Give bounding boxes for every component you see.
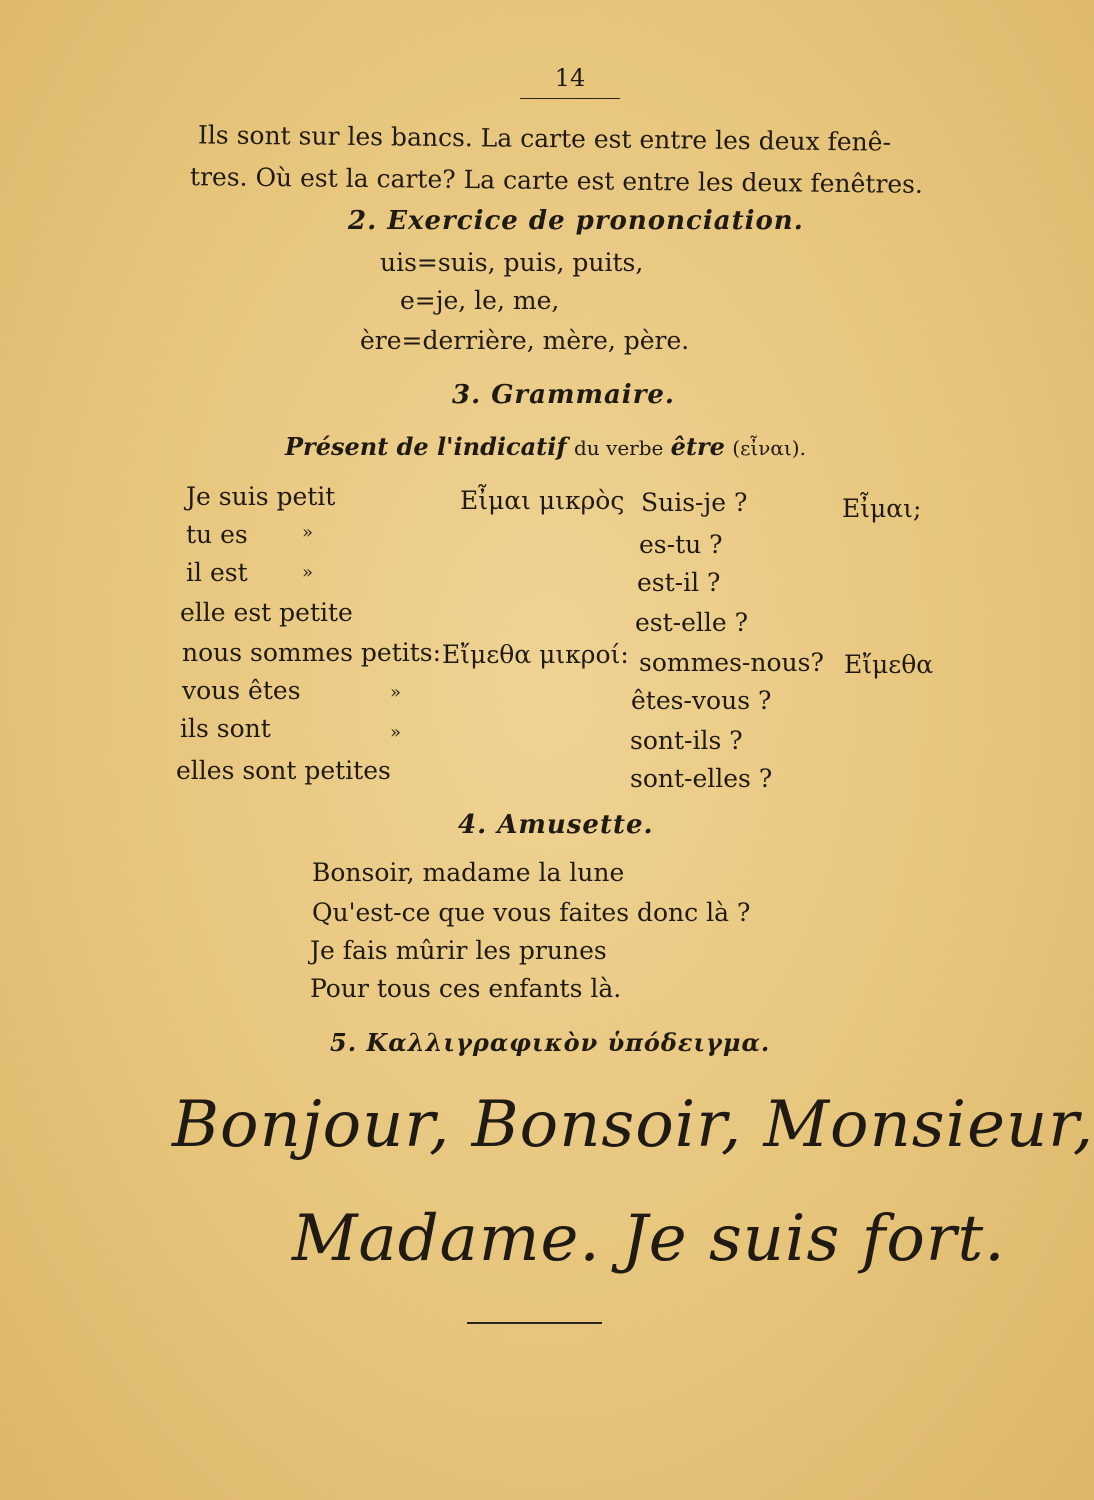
subtitle-italic: Présent de l'indicatif	[285, 432, 567, 461]
intro-line-1: Ils sont sur les bancs. La carte est entre les deux fenê-	[197, 120, 892, 157]
closing-rule	[467, 1322, 602, 1324]
calligraphy-line-2: Madame. Je suis fort.	[292, 1202, 1006, 1276]
subtitle-verb: être	[670, 432, 725, 461]
greek-question-plural: Εἴμεθα	[844, 650, 934, 679]
poem-line-3: Je fais mûrir les prunes	[310, 936, 607, 965]
section-5-title: 5. Καλλιγραφικὸν ὑπόδειγμα.	[330, 1028, 771, 1057]
poem-line-4: Pour tous ces enfants là.	[310, 974, 622, 1003]
affirmative-2: tu es	[186, 520, 248, 549]
interrogative-8: sont-elles ?	[630, 764, 773, 793]
ditto-mark: »	[302, 562, 314, 583]
interrogative-4: est-elle ?	[635, 608, 749, 637]
pronunciation-line-2: e=je, le, me,	[400, 286, 560, 315]
affirmative-7: ils sont	[180, 714, 271, 743]
affirmative-3: il est	[186, 558, 248, 587]
affirmative-1: Je suis petit	[186, 482, 336, 511]
ditto-mark: »	[390, 682, 402, 703]
section-3-title: 3. Grammaire.	[452, 380, 675, 410]
greek-singular: Εἶμαι μικρὸς	[460, 486, 625, 515]
section-4-title: 4. Amusette.	[458, 810, 654, 840]
affirmative-5: nous sommes petits:	[182, 638, 442, 667]
affirmative-6: vous êtes	[182, 676, 301, 705]
pronunciation-line-1: uis=suis, puis, puits,	[380, 248, 644, 277]
ditto-mark: »	[390, 722, 402, 743]
section-3-subtitle	[285, 432, 806, 461]
pronunciation-line-3: ère=derrière, mère, père.	[360, 326, 690, 355]
greek-plural: Εἴμεθα μικροί:	[442, 640, 629, 669]
affirmative-8: elles sont petites	[176, 756, 391, 785]
subtitle-greek: (εἶναι).	[732, 436, 806, 460]
interrogative-6: êtes-vous ?	[631, 686, 772, 715]
poem-line-1: Bonsoir, madame la lune	[312, 858, 625, 887]
interrogative-5: sommes-nous?	[639, 648, 824, 677]
affirmative-4: elle est petite	[180, 598, 353, 627]
interrogative-1: Suis-je ?	[641, 488, 748, 517]
interrogative-3: est-il ?	[637, 568, 721, 597]
greek-question-singular: Εἶμαι;	[842, 494, 922, 523]
calligraphy-line-1: Bonjour, Bonsoir, Monsieur,	[172, 1088, 1094, 1162]
interrogative-2: es-tu ?	[639, 530, 723, 559]
section-2-title: 2. Exercice de prononciation.	[348, 206, 804, 236]
page-number: 14	[554, 64, 586, 92]
intro-line-2: tres. Où est la carte? La carte est entre les deux fenêtres.	[189, 162, 924, 199]
interrogative-7: sont-ils ?	[630, 726, 743, 755]
subtitle-plain: du verbe	[573, 436, 664, 460]
poem-line-2: Qu'est-ce que vous faites donc là ?	[312, 898, 751, 927]
page-number-rule	[520, 98, 620, 99]
ditto-mark: »	[302, 522, 314, 543]
